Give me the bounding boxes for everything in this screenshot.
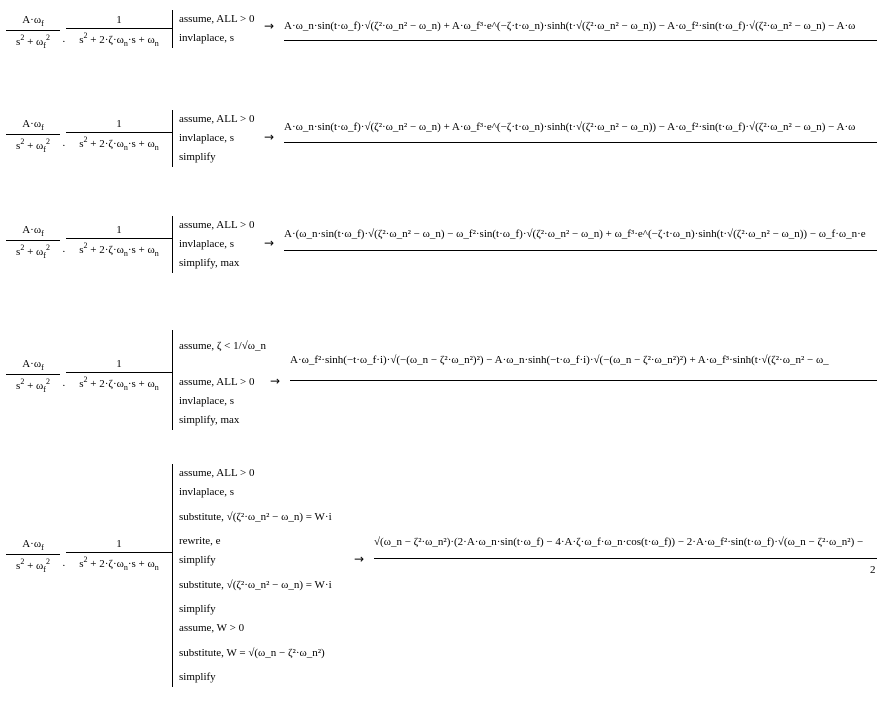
keyword-item: assume, ALL > 0 bbox=[179, 467, 255, 479]
keyword-item: invlaplace, s bbox=[179, 395, 234, 407]
keyword-item: substitute, √(ζ²·ω_n² − ω_n) = W·i bbox=[179, 579, 332, 591]
keyword-item: substitute, √(ζ²·ω_n² − ω_n) = W·i bbox=[179, 511, 332, 523]
evaluation-arrow: → bbox=[270, 374, 281, 388]
result-denominator: 2 bbox=[870, 564, 876, 576]
lhs-numerator-2: 1 bbox=[116, 14, 122, 26]
keyword-item: invlaplace, s bbox=[179, 32, 234, 44]
keyword-item: simplify bbox=[179, 554, 216, 566]
keyword-item: simplify bbox=[179, 671, 216, 683]
keyword-item: assume, ALL > 0 bbox=[179, 113, 255, 125]
symbolic-result[interactable]: A·(ω_n·sin(t·ω_f)·√(ζ²·ω_n² − ω_n) − ω_f²·sin(t·ω_f)·√(ζ²·ω_n² − ω_n) + ω_f³·e^(−ζ·t·ω_n)·sinh(t·√(ζ²·ω_n² − ω_n)) − ω_f·ω_n·e bbox=[284, 228, 866, 240]
symbolic-result[interactable]: A·ω_f²·sinh(−t·ω_f·i)·√(−(ω_n − ζ²·ω_n²)²) − A·ω_n·sinh(−t·ω_f·i)·√(−(ω_n − ζ²·ω_n²)²) + A·ω_f³·sinh(t·√(ζ²·ω_n² − ω_ bbox=[290, 354, 829, 366]
keyword-item: invlaplace, s bbox=[179, 132, 234, 144]
evaluation-arrow: → bbox=[264, 236, 275, 250]
symbolic-result[interactable]: √(ω_n − ζ²·ω_n²)·(2·A·ω_n·sin(t·ω_f) − 4·A·ζ·ω_f·ω_n·cos(t·ω_f)) − 2·A·ω_f²·sin(t·ω_f)·√(ω_n − ζ²·ω_n²) − bbox=[374, 536, 864, 548]
evaluation-arrow: → bbox=[354, 552, 365, 566]
evaluation-arrow: → bbox=[264, 19, 275, 33]
keyword-item: rewrite, e bbox=[179, 535, 221, 547]
keyword-item: assume, W > 0 bbox=[179, 622, 245, 634]
symbolic-result[interactable]: A·ω_n·sin(t·ω_f)·√(ζ²·ω_n² − ω_n) + A·ω_f³·e^(−ζ·t·ω_n)·sinh(t·√(ζ²·ω_n² − ω_n)) − A·ω_f²·sin(t·ω_f)·√(ζ²·ω_n² − ω_n) − A·ω bbox=[284, 20, 856, 32]
keyword-list[interactable] bbox=[172, 110, 254, 167]
keyword-item: simplify bbox=[179, 603, 216, 615]
keyword-item: invlaplace, s bbox=[179, 238, 234, 250]
keyword-item: assume, ALL > 0 bbox=[179, 219, 255, 231]
keyword-item: simplify, max bbox=[179, 414, 240, 426]
keyword-item: assume, ALL > 0 bbox=[179, 13, 255, 25]
keyword-list[interactable] bbox=[172, 10, 254, 48]
keyword-item: assume, ALL > 0 bbox=[179, 376, 255, 388]
lhs-denominator-1: $s^2 + \omega_f^2$ bbox=[16, 33, 50, 50]
keyword-list[interactable] bbox=[172, 216, 254, 273]
keyword-item: assume, ζ < 1/√ω_n bbox=[179, 340, 266, 352]
lhs-numerator-1: $A\cdot\omega_f$ bbox=[22, 14, 44, 28]
evaluation-arrow: → bbox=[264, 130, 275, 144]
keyword-list[interactable] bbox=[172, 464, 332, 687]
keyword-item: simplify, max bbox=[179, 257, 240, 269]
keyword-list[interactable] bbox=[172, 330, 266, 430]
lhs-denominator-2: $s^2 + 2\cdot\zeta\cdot\omega_n\cdot s + \omega_n$ bbox=[79, 31, 159, 48]
symbolic-result[interactable]: A·ω_n·sin(t·ω_f)·√(ζ²·ω_n² − ω_n) + A·ω_f³·e^(−ζ·t·ω_n)·sinh(t·√(ζ²·ω_n² − ω_n)) − A·ω_f²·sin(t·ω_f)·√(ζ²·ω_n² − ω_n) − A·ω bbox=[284, 121, 856, 133]
keyword-item: simplify bbox=[179, 151, 216, 163]
keyword-item: substitute, W = √(ω_n − ζ²·ω_n²) bbox=[179, 647, 325, 659]
keyword-item: invlaplace, s bbox=[179, 486, 234, 498]
